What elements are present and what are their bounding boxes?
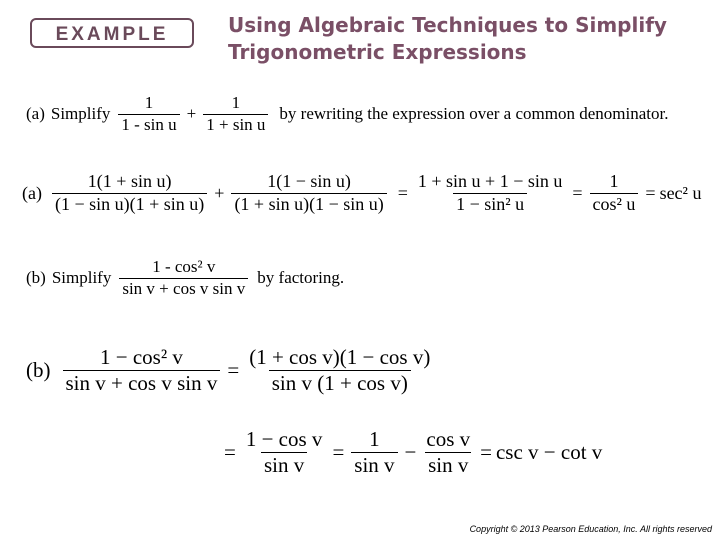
part-a-prompt-pre: Simplify <box>50 104 111 124</box>
example-badge: EXAMPLE <box>30 18 194 48</box>
copyright-notice: Copyright © 2013 Pearson Education, Inc. All rights reserved <box>469 524 712 534</box>
solution-b-fraction-5: $\frac{\text{cos v}}{\text{sin v}}$ <box>426 427 471 478</box>
part-b-prompt <box>26 258 344 298</box>
part-b-solution-line-2: = $\frac{\text{1 − cos v}}{\text{sin v}}$ = $\frac{1}{\text{sin v}}$ − $\frac{\text{cos v}}{\text{sin v}}$ = csc v − cot v <box>224 427 603 478</box>
part-b-solution-line-1: (b) $\frac{\text{1 − cos² v}}{\text{sin v + cos v sin v}}$ = $\frac{\text{(1 + cos v)(1 − cos v)}}{\text{sin v (1 + cos v)}}$ <box>26 346 436 395</box>
solution-a-fraction-3: $\frac{\text{1 + sin u + 1 − sin u}}{\text{1 − sin² u}}$ <box>417 171 563 214</box>
part-b-prompt-pre: Simplify <box>51 268 112 288</box>
prompt-b-fraction: $\frac{\text{1 - cos² v}}{\text{sin v + cos v sin v}}$ <box>119 258 248 298</box>
solution-b-label: (b) <box>26 358 51 383</box>
prompt-a-fraction-1: $\frac{1}{\text{1 - sin u}}$ <box>118 94 179 134</box>
solution-b-fraction-3: $\frac{\text{1 − cos v}}{\text{sin v}}$ <box>245 427 323 478</box>
solution-b-result: csc v − cot v <box>495 440 603 465</box>
page-title <box>228 12 708 66</box>
title-line-1: Using Algebraic Techniques to Simplify <box>228 13 667 37</box>
solution-b-fraction-4: $\frac{1}{\text{sin v}}$ <box>351 428 397 477</box>
part-b-label: (b) <box>26 268 46 288</box>
part-a-prompt-post: by rewriting the expression over a common denominator. <box>279 104 669 124</box>
solution-a-fraction-1: $\frac{\text{1(1 + sin u)}}{\text{(1 − sin u)(1 + sin u)}}$ <box>52 172 207 215</box>
solution-a-fraction-2: $\frac{\text{1(1 − sin u)}}{\text{(1 + sin u)(1 − sin u)}}$ <box>231 172 386 215</box>
part-b-prompt-post: by factoring. <box>257 268 345 288</box>
part-a-prompt: (a) Simplify $\frac{1}{\text{1 - sin u}}$ + $\frac{1}{\text{1 + sin u}}$ by rewriting the expression over a common denominator. <box>26 93 669 134</box>
title-line-2: Trigonometric Expressions <box>228 40 527 64</box>
solution-a-result: sec² u <box>659 182 702 203</box>
solution-a-fraction-4: $\frac{1}{\text{cos² u}}$ <box>590 172 639 215</box>
part-a-label: (a) <box>26 104 45 124</box>
part-a-solution: (a) $\frac{\text{1(1 + sin u)}}{\text{(1 − sin u)(1 + sin u)}}$ + $\frac{\text{1(1 − sin u)}}{\text{(1 + sin u)(1 − sin u)}}$ = $\frac{\text{1 + sin u + 1 − sin u}}{\text{1 − sin² u}}$ = $\frac{1}{\text{cos² u}}$ = sec² u <box>22 171 702 214</box>
solution-a-label: (a) <box>22 182 42 203</box>
prompt-a-fraction-2: $\frac{1}{\text{1 + sin u}}$ <box>203 94 268 134</box>
solution-b-fraction-1: $\frac{\text{1 − cos² v}}{\text{sin v + cos v sin v}}$ <box>63 346 221 395</box>
solution-b-fraction-2: $\frac{\text{(1 + cos v)(1 − cos v)}}{\text{sin v (1 + cos v)}}$ <box>249 345 431 396</box>
